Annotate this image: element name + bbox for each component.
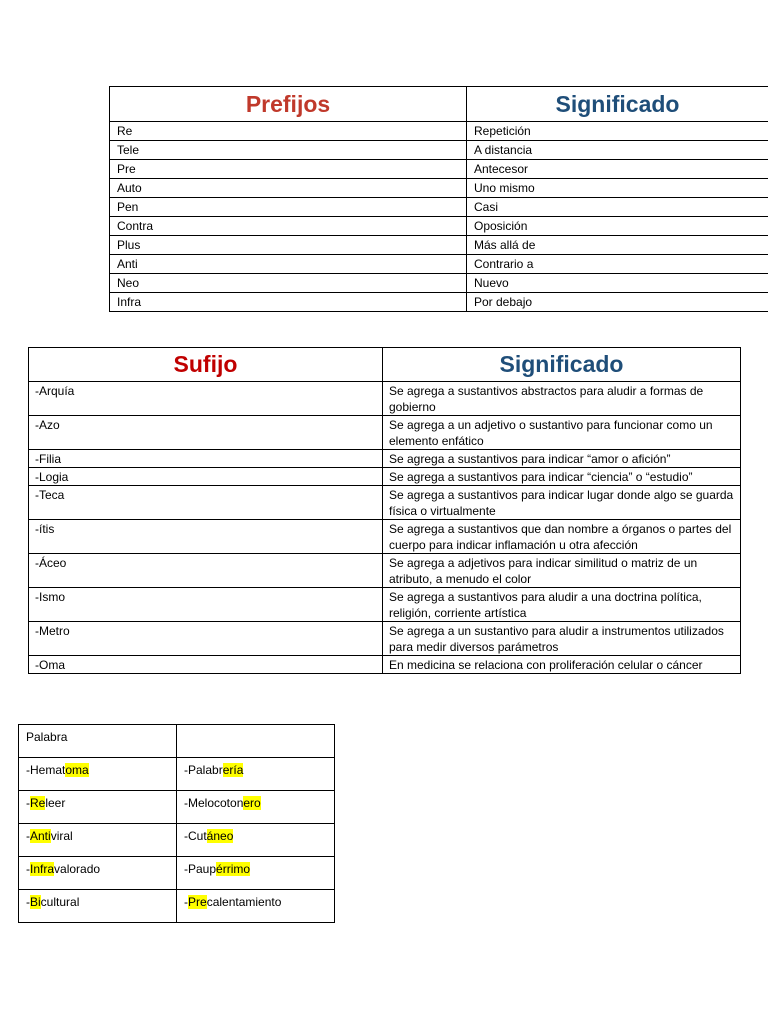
palabra-cell — [177, 791, 335, 824]
table-row — [29, 486, 741, 520]
prefijo-cell: Re — [110, 122, 467, 141]
sufijo-cell: -Teca — [29, 486, 383, 520]
prefijo-cell: Infra — [110, 293, 467, 312]
significado-cell: Antecesor — [467, 160, 768, 179]
table-row — [29, 520, 741, 554]
prefijo-cell: Neo — [110, 274, 467, 293]
palabra-cell — [19, 791, 177, 824]
table-row — [110, 179, 768, 198]
highlighted-affix: Pre — [188, 895, 207, 909]
table-row — [19, 857, 335, 890]
prefijo-cell: Plus — [110, 236, 467, 255]
significado-cell: Se agrega a sustantivos para indicar “ciencia” o “estudio” — [383, 468, 741, 486]
table-row — [110, 141, 768, 160]
sufijos-header: Sufijo — [29, 348, 383, 382]
prefijo-cell: Anti — [110, 255, 467, 274]
table-row — [110, 274, 768, 293]
palabras-header-empty — [177, 725, 335, 758]
significado-cell: Contrario a — [467, 255, 768, 274]
table-row — [29, 382, 741, 416]
sufijo-cell: -Filia — [29, 450, 383, 468]
sufijos-significado-header: Significado — [383, 348, 741, 382]
significado-cell: Se agrega a un adjetivo o sustantivo para funcionar como un elemento enfático — [383, 416, 741, 450]
highlighted-affix: Re — [30, 796, 46, 810]
word-segment: - — [184, 895, 188, 909]
significado-cell: Se agrega a adjetivos para indicar similitud o matriz de un atributo, a menudo el color — [383, 554, 741, 588]
prefijo-cell: Contra — [110, 217, 467, 236]
prefijo-cell: Pen — [110, 198, 467, 217]
word-segment: -Melocoton — [184, 796, 244, 810]
palabra-cell — [19, 758, 177, 791]
prefijo-cell: Tele — [110, 141, 467, 160]
highlighted-affix: ero — [243, 796, 261, 810]
sufijo-cell: -Logia — [29, 468, 383, 486]
table-row — [110, 293, 768, 312]
table-row — [110, 198, 768, 217]
table-row — [110, 217, 768, 236]
significado-cell: A distancia — [467, 141, 768, 160]
significado-cell: Por debajo — [467, 293, 768, 312]
significado-cell: Nuevo — [467, 274, 768, 293]
prefijos-table — [109, 86, 768, 312]
significado-cell: Más allá de — [467, 236, 768, 255]
palabra-cell — [177, 857, 335, 890]
table-row — [29, 588, 741, 622]
sufijo-cell: -Metro — [29, 622, 383, 656]
table-row — [29, 450, 741, 468]
table-row — [29, 416, 741, 450]
palabra-cell — [19, 824, 177, 857]
table-row — [110, 236, 768, 255]
table-row — [110, 160, 768, 179]
sufijo-cell: -ítis — [29, 520, 383, 554]
significado-cell: Casi — [467, 198, 768, 217]
highlighted-affix: Anti — [30, 829, 51, 843]
significado-cell: Oposición — [467, 217, 768, 236]
significado-cell: Se agrega a sustantivos que dan nombre a órganos o partes del cuerpo para indicar inflamación u otra afección — [383, 520, 741, 554]
word-segment: -Cut — [184, 829, 207, 843]
table-row — [19, 890, 335, 923]
word-segment: viral — [50, 829, 73, 843]
significado-cell: En medicina se relaciona con proliferación celular o cáncer — [383, 656, 741, 674]
table-row — [29, 622, 741, 656]
sufijo-cell: -Arquía — [29, 382, 383, 416]
table-row — [19, 791, 335, 824]
palabras-header-row — [19, 725, 335, 758]
sufijo-cell: -Azo — [29, 416, 383, 450]
word-segment: -Hemat — [26, 763, 66, 777]
prefijos-header: Prefijos — [110, 87, 467, 122]
highlighted-affix: oma — [65, 763, 89, 777]
table-row — [19, 824, 335, 857]
table-row — [29, 554, 741, 588]
significado-cell: Uno mismo — [467, 179, 768, 198]
word-segment: - — [26, 796, 30, 810]
sufijos-header-row — [29, 348, 741, 382]
table-row — [110, 122, 768, 141]
sufijo-cell: -Ismo — [29, 588, 383, 622]
table-row — [110, 255, 768, 274]
table-row — [29, 468, 741, 486]
palabras-table — [18, 724, 335, 923]
word-segment: cultural — [40, 895, 80, 909]
prefijo-cell: Auto — [110, 179, 467, 198]
word-segment: - — [26, 862, 30, 876]
palabra-cell — [19, 890, 177, 923]
palabra-cell — [177, 758, 335, 791]
palabra-cell — [177, 890, 335, 923]
word-segment: -Palabr — [184, 763, 223, 777]
palabra-cell — [19, 857, 177, 890]
palabras-header: Palabra — [19, 725, 177, 758]
palabra-cell — [177, 824, 335, 857]
word-segment: calentamiento — [206, 895, 282, 909]
highlighted-affix: Infra — [30, 862, 55, 876]
word-segment: leer — [45, 796, 66, 810]
prefijos-header-row — [110, 87, 768, 122]
prefijos-significado-header: Significado — [467, 87, 768, 122]
significado-cell: Se agrega a sustantivos para indicar “amor o afición” — [383, 450, 741, 468]
significado-cell: Se agrega a un sustantivo para aludir a instrumentos utilizados para medir diversos parámetros — [383, 622, 741, 656]
prefijo-cell: Pre — [110, 160, 467, 179]
significado-cell: Se agrega a sustantivos para indicar lugar donde algo se guarda física o virtualmente — [383, 486, 741, 520]
word-segment: - — [26, 829, 30, 843]
word-segment: valorado — [54, 862, 101, 876]
table-row — [29, 656, 741, 674]
highlighted-affix: Bi — [30, 895, 41, 909]
significado-cell: Se agrega a sustantivos para aludir a una doctrina política, religión, corriente artística — [383, 588, 741, 622]
sufijo-cell: -Áceo — [29, 554, 383, 588]
sufijos-table — [28, 347, 741, 674]
significado-cell: Repetición — [467, 122, 768, 141]
highlighted-affix: érrimo — [216, 862, 251, 876]
table-row — [19, 758, 335, 791]
significado-cell: Se agrega a sustantivos abstractos para aludir a formas de gobierno — [383, 382, 741, 416]
highlighted-affix: ería — [222, 763, 244, 777]
sufijo-cell: -Oma — [29, 656, 383, 674]
highlighted-affix: áneo — [206, 829, 234, 843]
word-segment: - — [26, 895, 30, 909]
word-segment: -Paup — [184, 862, 217, 876]
